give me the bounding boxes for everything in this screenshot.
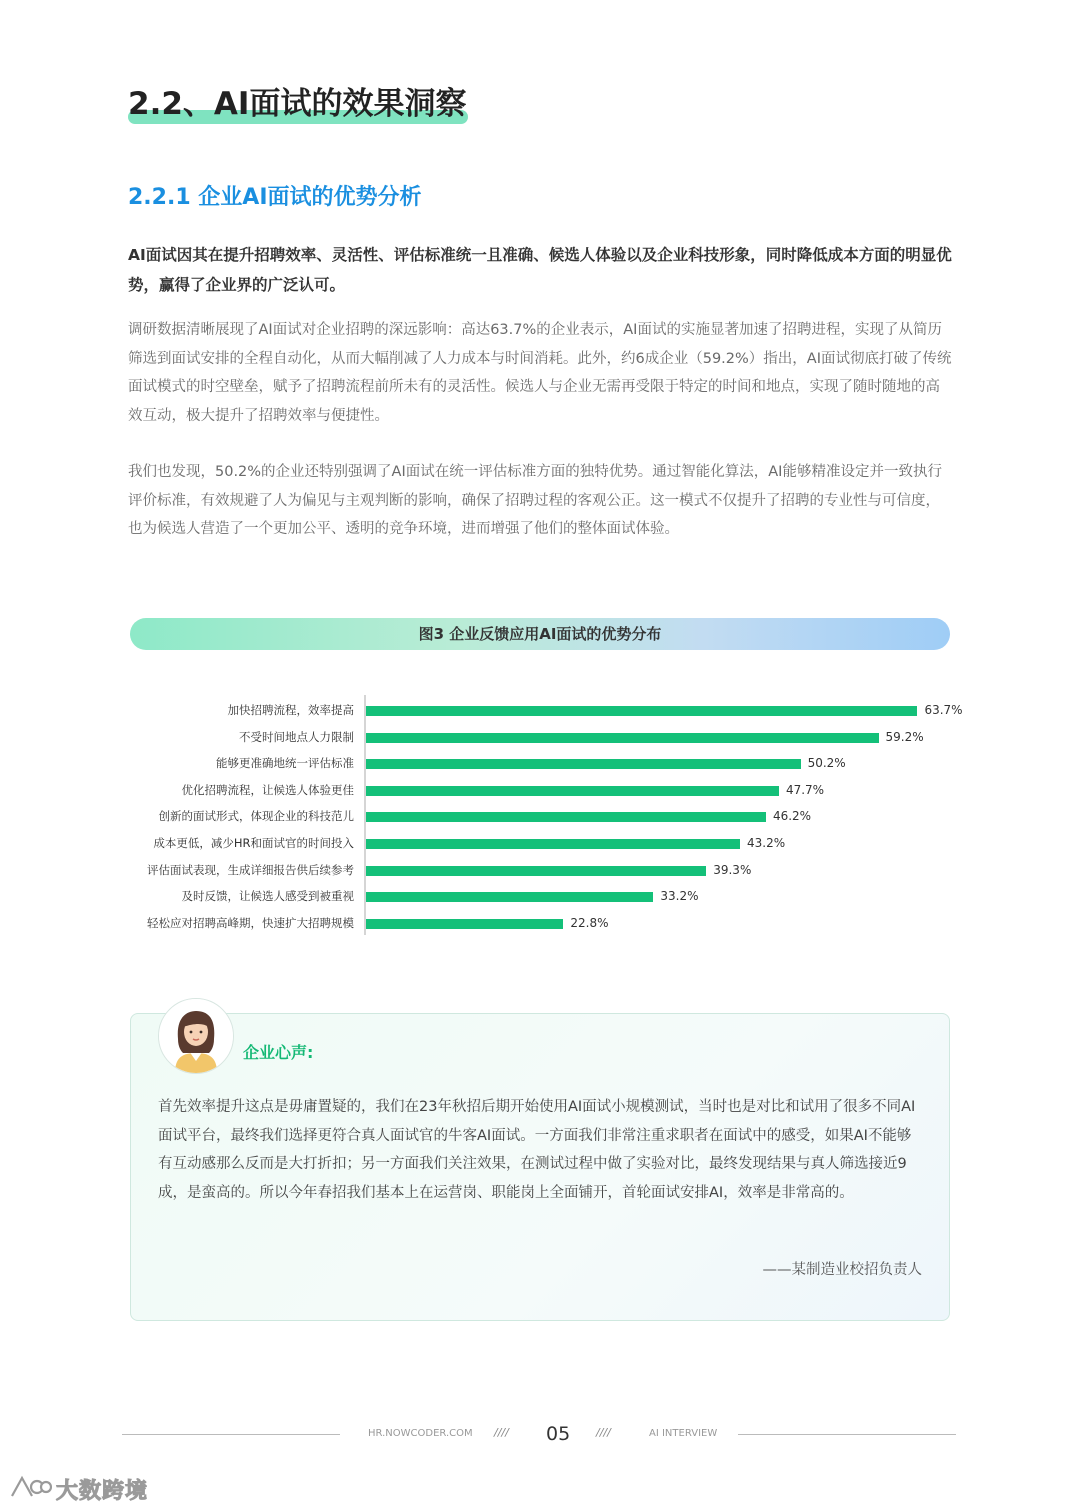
quote-heading: 企业心声:	[243, 1043, 314, 1062]
body-paragraph-1: 调研数据清晰展现了AI面试对企业招聘的深远影响：高达63.7%的企业表示，AI面试的实施显著加速了招聘进程，实现了从简历筛选到面试安排的全程自动化，从而大幅削减了人力成本与时间消耗。此外，约6成企业（59.2%）指出，AI面试彻底打破了传统面试模式的时空壁垒，赋予了招聘流程前所未有的灵活性。候选人与企业无需再受限于特定的时间和地点，实现了随时随地的高效互动，极大提升了招聘效率与便捷性。	[128, 322, 952, 424]
body-paragraph-2: 我们也发现，50.2%的企业还特别强调了AI面试在统一评估标准方面的独特优势。通过智能化算法，AI能够精准设定并一致执行评价标准，有效规避了人为偏见与主观判断的影响，确保了招聘过程的客观公正。这一模式不仅提升了招聘的专业性与可信度，也为候选人营造了一个更加公平、透明的竞争环境，进而增强了他们的整体面试体验。	[128, 464, 942, 537]
page-number: 05	[546, 1423, 571, 1445]
woman-avatar-icon	[158, 998, 234, 1074]
bar-value-label: 50.2%	[807, 756, 846, 771]
lead-paragraph: AI面试因其在提升招聘效率、灵活性、评估标准统一且准确、候选人体验以及企业科技形象，同时降低成本方面的明显优势，赢得了企业界的广泛认可。	[128, 246, 952, 294]
bar-row	[130, 750, 960, 776]
quote-source: ——某制造业校招负责人	[762, 1262, 922, 1278]
section-title: 2.2、AI面试的效果洞察	[128, 86, 467, 122]
bar-category-label: 成本更低，减少HR和面试官的时间投入	[153, 836, 354, 850]
bar-value-label: 59.2%	[885, 729, 924, 744]
bar-value-label: 43.2%	[746, 836, 786, 850]
bar	[366, 839, 740, 849]
bar-value-label: 63.7%	[924, 703, 963, 717]
bar-category-label: 不受时间地点人力限制	[239, 729, 354, 744]
bar-category-label: 评估面试表现，生成详细报告供后续参考	[147, 862, 354, 877]
bar-category-label: 及时反馈，让候选人感受到被重视	[181, 889, 354, 904]
footer-slashes-right: ////	[596, 1426, 611, 1439]
advantage-bar-chart	[130, 695, 963, 945]
bar-row	[130, 830, 960, 856]
bar-row	[130, 724, 960, 750]
bar-row	[130, 803, 960, 829]
footer-slashes-left: ////	[494, 1426, 509, 1439]
bar	[366, 706, 917, 716]
bar-value-label: 33.2%	[660, 889, 699, 904]
watermark-text: 大数跨境	[56, 1478, 149, 1504]
bar-row	[130, 857, 960, 883]
bar-row	[130, 910, 960, 936]
bar	[366, 759, 801, 769]
bar	[366, 786, 779, 796]
bar	[366, 919, 563, 929]
bar-value-label: 22.8%	[570, 915, 609, 930]
bar-category-label: 能够更准确地统一评估标准	[216, 756, 354, 771]
bar	[366, 892, 653, 902]
bar-row	[130, 777, 960, 803]
bar-category-label: 创新的面试形式，体现企业的科技范儿	[158, 809, 354, 824]
bar	[366, 866, 706, 876]
watermark-logo-icon	[8, 1472, 52, 1506]
bar-category-label: 加快招聘流程，效率提高	[227, 703, 354, 717]
bar-row	[130, 697, 963, 723]
watermark	[8, 1472, 148, 1506]
quote-body: 首先效率提升这点是毋庸置疑的，我们在23年秋招后期开始使用AI面试小规模测试，当时也是对比和试用了很多不同AI面试平台，最终我们选择更符合真人面试官的牛客AI面试。一方面我们非常注重求职者在面试中的感受，如果AI不能够有互动感那么反而是大打折扣；另一方面我们关注效果，在测试过程中做了实验对比，最终发现结果与真人筛选接近9成，是蛮高的。所以今年春招我们基本上在运营岗、职能岗上全面铺开，首轮面试安排AI，效率是非常高的。	[158, 1099, 916, 1201]
chart-title-banner: 图3 企业反馈应用AI面试的优势分布	[130, 618, 950, 650]
bar-value-label: 47.7%	[785, 782, 825, 797]
bar-category-label: 轻松应对招聘高峰期，快速扩大招聘规模	[147, 915, 354, 930]
footer-divider-right	[738, 1434, 956, 1435]
bar-row	[130, 883, 960, 909]
footer-label: AI INTERVIEW	[649, 1428, 718, 1439]
bar-value-label: 39.3%	[713, 862, 752, 877]
footer-website: HR.NOWCODER.COM	[368, 1428, 473, 1439]
subsection-title: 2.2.1 企业AI面试的优势分析	[128, 185, 422, 210]
bar-category-label: 优化招聘流程，让候选人体验更佳	[181, 782, 354, 797]
footer-divider-left	[122, 1434, 340, 1435]
bar	[366, 733, 879, 743]
bar	[366, 812, 766, 822]
bar-value-label: 46.2%	[772, 809, 812, 824]
